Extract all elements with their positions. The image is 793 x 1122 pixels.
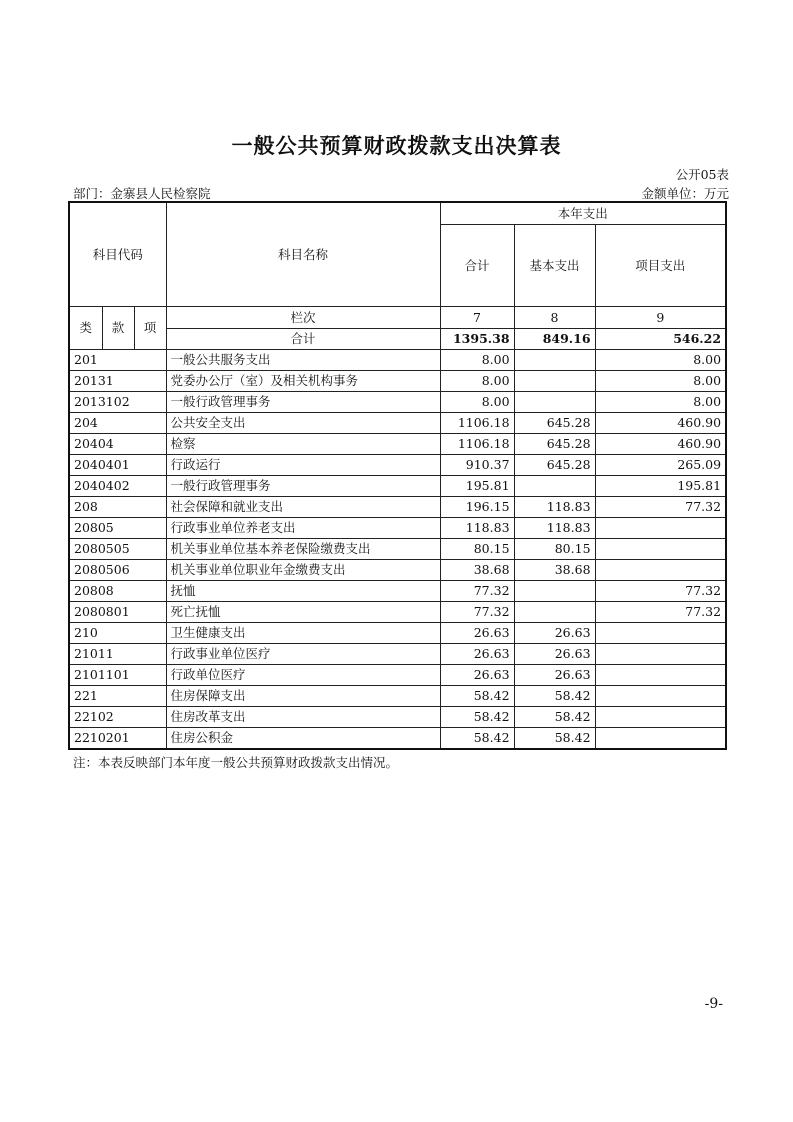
totals-project: 546.22 bbox=[595, 329, 726, 350]
totals-label: 合计 bbox=[166, 329, 440, 350]
row-total: 910.37 bbox=[440, 455, 514, 476]
row-total: 26.63 bbox=[440, 644, 514, 665]
row-total: 38.68 bbox=[440, 560, 514, 581]
row-project bbox=[595, 518, 726, 539]
row-total: 77.32 bbox=[440, 581, 514, 602]
row-project bbox=[595, 728, 726, 750]
row-code: 22102 bbox=[69, 707, 166, 728]
table-row bbox=[69, 539, 726, 560]
totals-total: 1395.38 bbox=[440, 329, 514, 350]
row-item-name: 行政事业单位医疗 bbox=[166, 644, 440, 665]
row-basic: 58.42 bbox=[514, 686, 595, 707]
row-basic: 26.63 bbox=[514, 644, 595, 665]
row-total: 8.00 bbox=[440, 350, 514, 371]
table-row bbox=[69, 518, 726, 539]
row-basic: 645.28 bbox=[514, 434, 595, 455]
row-total: 196.15 bbox=[440, 497, 514, 518]
row-code: 210 bbox=[69, 623, 166, 644]
amount-unit-label: 金额单位：万元 bbox=[641, 186, 729, 201]
row-code: 21011 bbox=[69, 644, 166, 665]
header-xiang: 项 bbox=[134, 307, 166, 350]
row-item-name: 住房公积金 bbox=[166, 728, 440, 750]
row-basic bbox=[514, 371, 595, 392]
page-number: -9- bbox=[704, 996, 723, 1012]
table-row bbox=[69, 434, 726, 455]
row-project: 8.00 bbox=[595, 392, 726, 413]
row-item-name: 检察 bbox=[166, 434, 440, 455]
table-row bbox=[69, 497, 726, 518]
form-number: 公开05表 bbox=[675, 167, 729, 182]
table-row bbox=[69, 413, 726, 434]
row-code: 2040401 bbox=[69, 455, 166, 476]
column-index-label: 栏次 bbox=[166, 307, 440, 329]
row-basic: 118.83 bbox=[514, 518, 595, 539]
table-row bbox=[69, 686, 726, 707]
row-project: 265.09 bbox=[595, 455, 726, 476]
table-row bbox=[69, 392, 726, 413]
column-index-basic: 8 bbox=[514, 307, 595, 329]
row-basic bbox=[514, 602, 595, 623]
row-item-name: 住房改革支出 bbox=[166, 707, 440, 728]
row-total: 77.32 bbox=[440, 602, 514, 623]
row-basic bbox=[514, 581, 595, 602]
row-basic: 118.83 bbox=[514, 497, 595, 518]
row-basic: 58.42 bbox=[514, 728, 595, 750]
header-project: 项目支出 bbox=[595, 225, 726, 307]
row-code: 20808 bbox=[69, 581, 166, 602]
row-basic: 645.28 bbox=[514, 413, 595, 434]
row-total: 58.42 bbox=[440, 707, 514, 728]
row-item-name: 公共安全支出 bbox=[166, 413, 440, 434]
row-code: 2040402 bbox=[69, 476, 166, 497]
table-row bbox=[69, 371, 726, 392]
row-code: 221 bbox=[69, 686, 166, 707]
row-total: 26.63 bbox=[440, 623, 514, 644]
row-project: 195.81 bbox=[595, 476, 726, 497]
row-item-name: 卫生健康支出 bbox=[166, 623, 440, 644]
row-code: 20404 bbox=[69, 434, 166, 455]
row-code: 2080505 bbox=[69, 539, 166, 560]
table-row bbox=[69, 581, 726, 602]
totals-basic: 849.16 bbox=[514, 329, 595, 350]
row-basic: 80.15 bbox=[514, 539, 595, 560]
header-basic: 基本支出 bbox=[514, 225, 595, 307]
row-project bbox=[595, 539, 726, 560]
row-item-name: 一般行政管理事务 bbox=[166, 392, 440, 413]
row-total: 58.42 bbox=[440, 728, 514, 750]
row-project: 77.32 bbox=[595, 581, 726, 602]
row-basic: 58.42 bbox=[514, 707, 595, 728]
row-code: 2080801 bbox=[69, 602, 166, 623]
row-item-name: 一般行政管理事务 bbox=[166, 476, 440, 497]
row-item-name: 抚恤 bbox=[166, 581, 440, 602]
row-item-name: 机关事业单位职业年金缴费支出 bbox=[166, 560, 440, 581]
row-code: 2080506 bbox=[69, 560, 166, 581]
row-item-name: 一般公共服务支出 bbox=[166, 350, 440, 371]
row-item-name: 行政单位医疗 bbox=[166, 665, 440, 686]
row-basic bbox=[514, 350, 595, 371]
header-code-group: 科目代码 bbox=[69, 202, 166, 307]
table-row bbox=[69, 560, 726, 581]
department-label: 部门：金寨县人民检察院 bbox=[73, 186, 211, 201]
table-row bbox=[69, 665, 726, 686]
row-total: 1106.18 bbox=[440, 413, 514, 434]
row-total: 8.00 bbox=[440, 392, 514, 413]
row-project bbox=[595, 707, 726, 728]
header-item-name: 科目名称 bbox=[166, 202, 440, 307]
row-project: 77.32 bbox=[595, 497, 726, 518]
row-basic: 26.63 bbox=[514, 665, 595, 686]
row-project: 8.00 bbox=[595, 371, 726, 392]
row-code: 208 bbox=[69, 497, 166, 518]
table-row bbox=[69, 623, 726, 644]
row-code: 2101101 bbox=[69, 665, 166, 686]
header-year-expense: 本年支出 bbox=[440, 202, 726, 225]
row-item-name: 住房保障支出 bbox=[166, 686, 440, 707]
row-basic bbox=[514, 476, 595, 497]
header-lei: 类 bbox=[69, 307, 102, 350]
row-item-name: 党委办公厅（室）及相关机构事务 bbox=[166, 371, 440, 392]
row-project: 460.90 bbox=[595, 434, 726, 455]
row-item-name: 行政事业单位养老支出 bbox=[166, 518, 440, 539]
row-code: 2013102 bbox=[69, 392, 166, 413]
column-index-project: 9 bbox=[595, 307, 726, 329]
row-project: 460.90 bbox=[595, 413, 726, 434]
row-item-name: 行政运行 bbox=[166, 455, 440, 476]
row-basic: 645.28 bbox=[514, 455, 595, 476]
expenditure-table bbox=[68, 201, 727, 750]
row-basic: 38.68 bbox=[514, 560, 595, 581]
row-project bbox=[595, 560, 726, 581]
row-code: 20131 bbox=[69, 371, 166, 392]
row-code: 20805 bbox=[69, 518, 166, 539]
table-row bbox=[69, 455, 726, 476]
row-item-name: 社会保障和就业支出 bbox=[166, 497, 440, 518]
table-row bbox=[69, 728, 726, 750]
row-total: 58.42 bbox=[440, 686, 514, 707]
table-note: 注：本表反映部门本年度一般公共预算财政拨款支出情况。 bbox=[73, 755, 399, 770]
table-row bbox=[69, 644, 726, 665]
table-row bbox=[69, 602, 726, 623]
table-row bbox=[69, 350, 726, 371]
page-title: 一般公共预算财政拨款支出决算表 bbox=[231, 134, 562, 158]
header-kuan: 款 bbox=[102, 307, 134, 350]
row-basic: 26.63 bbox=[514, 623, 595, 644]
header-total: 合计 bbox=[440, 225, 514, 307]
row-project bbox=[595, 665, 726, 686]
row-total: 26.63 bbox=[440, 665, 514, 686]
row-total: 118.83 bbox=[440, 518, 514, 539]
row-item-name: 死亡抚恤 bbox=[166, 602, 440, 623]
row-basic bbox=[514, 392, 595, 413]
row-project: 77.32 bbox=[595, 602, 726, 623]
row-total: 80.15 bbox=[440, 539, 514, 560]
row-project bbox=[595, 623, 726, 644]
row-project: 8.00 bbox=[595, 350, 726, 371]
row-project bbox=[595, 644, 726, 665]
row-code: 2210201 bbox=[69, 728, 166, 750]
row-project bbox=[595, 686, 726, 707]
row-total: 1106.18 bbox=[440, 434, 514, 455]
row-item-name: 机关事业单位基本养老保险缴费支出 bbox=[166, 539, 440, 560]
column-index-total: 7 bbox=[440, 307, 514, 329]
row-code: 201 bbox=[69, 350, 166, 371]
row-code: 204 bbox=[69, 413, 166, 434]
table-row bbox=[69, 707, 726, 728]
row-total: 195.81 bbox=[440, 476, 514, 497]
row-total: 8.00 bbox=[440, 371, 514, 392]
table-row bbox=[69, 476, 726, 497]
